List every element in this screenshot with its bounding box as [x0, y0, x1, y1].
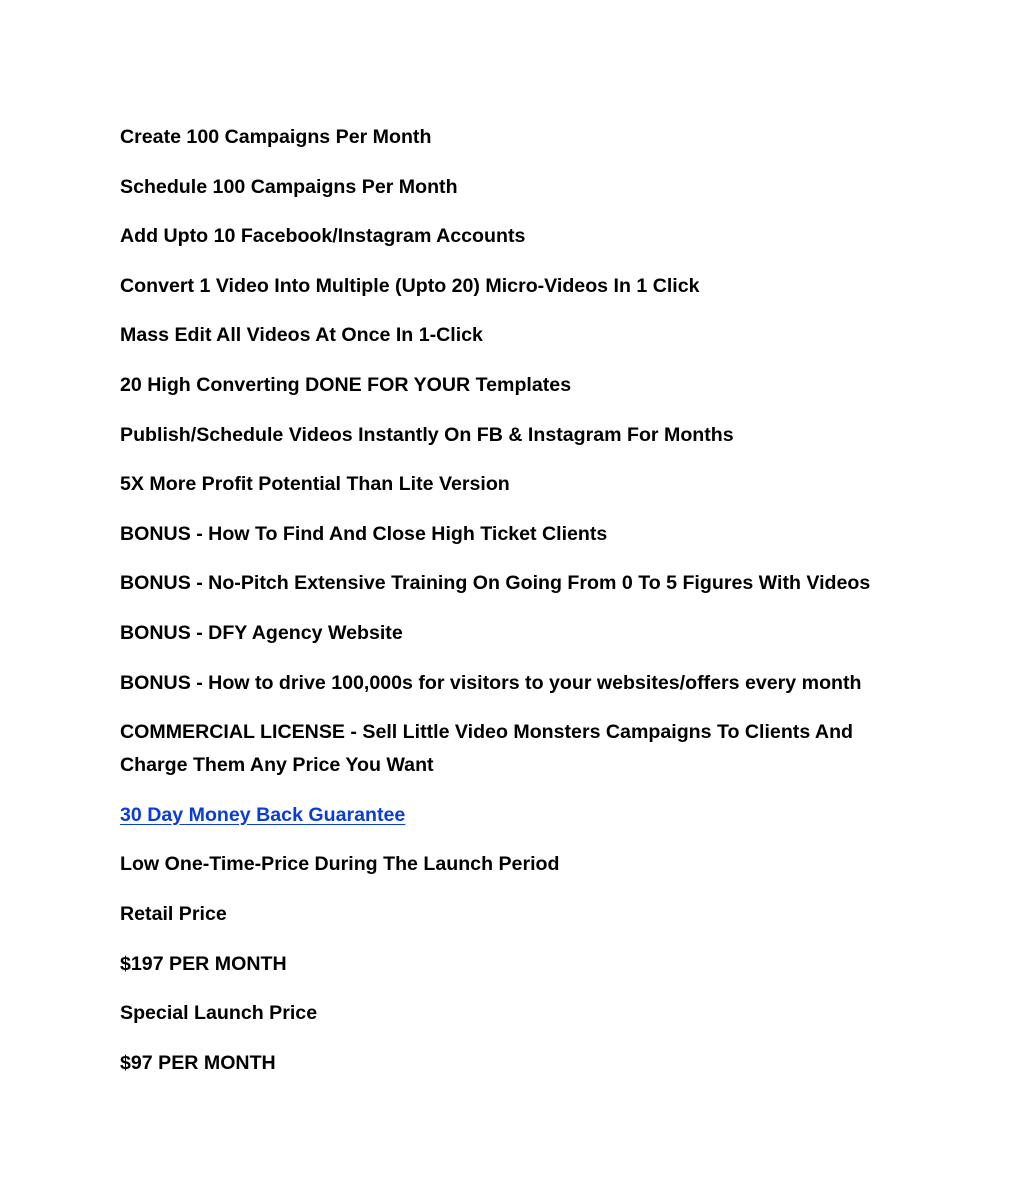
- feature-add-accounts: Add Upto 10 Facebook/Instagram Accounts: [120, 225, 526, 248]
- bonus-dfy-website: BONUS - DFY Agency Website: [120, 621, 403, 644]
- special-price-value: $97 PER MONTH: [120, 1051, 276, 1074]
- bonus-high-ticket-clients: BONUS - How To Find And Close High Ticket Clients: [120, 522, 608, 545]
- feature-mass-edit: Mass Edit All Videos At Once In 1-Click: [120, 324, 483, 347]
- guarantee-line: [120, 799, 920, 832]
- feature-create-campaigns: Create 100 Campaigns Per Month: [120, 126, 432, 148]
- guarantee-link[interactable]: 30 Day Money Back Guarantee: [120, 803, 406, 826]
- commercial-license: COMMERCIAL LICENSE - Sell Little Video Monsters Campaigns To Clients And Charge Them Any Price You Want: [120, 721, 854, 777]
- document-page: [120, 121, 920, 1096]
- retail-price-value: $197 PER MONTH: [120, 952, 287, 975]
- bonus-drive-visitors: BONUS - How to drive 100,000s for visitors to your websites/offers every month: [120, 671, 862, 694]
- feature-publish-schedule: Publish/Schedule Videos Instantly On FB & Instagram For Months: [120, 423, 734, 446]
- feature-schedule-campaigns: Schedule 100 Campaigns Per Month: [120, 175, 458, 198]
- feature-templates: 20 High Converting DONE FOR YOUR Templates: [120, 373, 572, 396]
- retail-price-label: Retail Price: [120, 902, 227, 925]
- launch-note: Low One-Time-Price During The Launch Period: [120, 853, 560, 876]
- special-price-label: Special Launch Price: [120, 1002, 318, 1025]
- feature-profit-potential: 5X More Profit Potential Than Lite Version: [120, 473, 510, 496]
- feature-convert-video: Convert 1 Video Into Multiple (Upto 20) Micro-Videos In 1 Click: [120, 274, 700, 297]
- bonus-training: BONUS - No-Pitch Extensive Training On Going From 0 To 5 Figures With Videos: [120, 572, 871, 595]
